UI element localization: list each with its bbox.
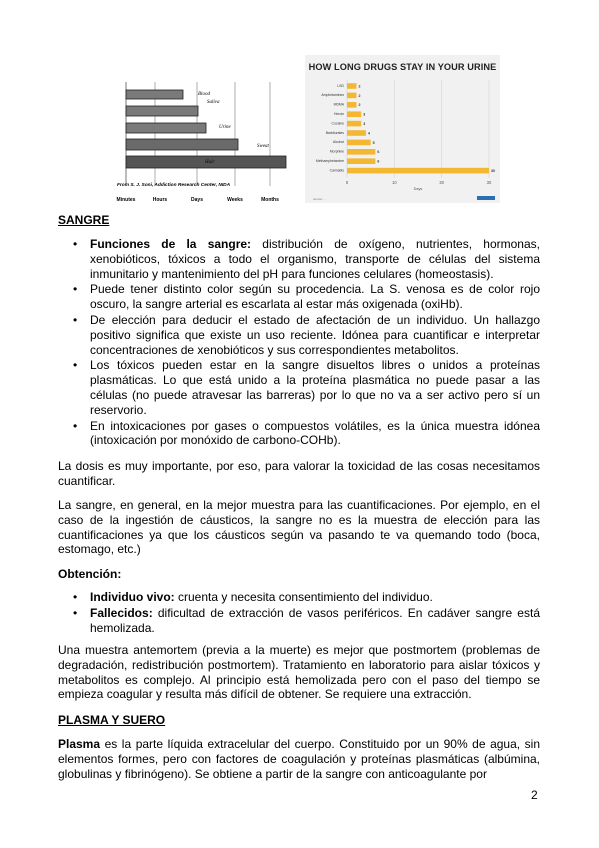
- bullet-icon: •: [73, 237, 78, 251]
- bullet-icon: •: [73, 312, 78, 327]
- chart-plot: [305, 55, 500, 203]
- bar: [347, 121, 361, 127]
- data-label: 4: [367, 131, 370, 136]
- axis-label: Days: [191, 197, 203, 203]
- paragraph: Una muestra antemortem (previa a la muerte) es mejor que postmortem (problemas de degradación, redistribución postmortem). Tratamiento en laboratorio para aislar tóxicos y metabolitos es complejo. Al principio está hemolizada pero con el paso del tiempo se empieza coagular y resulta más difícil de obtener. Se requiere una extracción.: [58, 643, 540, 702]
- list-item: • De elección para deducir el estado de afectación de un individuo. Un hallazgo positivo significa que existe un uso reciente. Idónea para cuantificar e interpretar concentraciones de xenobióticos y sus correspondientes metabolitos.: [73, 312, 540, 357]
- data-label: 6: [377, 150, 380, 155]
- tick-label: 0: [345, 180, 349, 185]
- bar-urine: [126, 123, 206, 133]
- bar-sweat: [126, 139, 238, 150]
- category-label: Alcohol: [332, 140, 344, 145]
- axis-label: Months: [261, 197, 279, 203]
- logo-badge: [477, 196, 495, 200]
- section-heading-sangre: SANGRE: [58, 213, 110, 227]
- tick-label: 20: [439, 180, 445, 185]
- bar: [347, 149, 375, 155]
- source-label: source: ...: [313, 197, 327, 201]
- bullet-icon: •: [73, 282, 78, 297]
- sangre-bullet-list: [58, 237, 540, 449]
- data-label: 3: [363, 112, 366, 117]
- bar-saliva: [126, 106, 198, 116]
- list-item: • Individuo vivo: cruenta y necesita consentimiento del individuo.: [73, 590, 433, 604]
- bar-label: Hair: [205, 160, 215, 165]
- bar: [347, 130, 366, 136]
- category-label: Morphine: [329, 149, 344, 154]
- bar: [347, 102, 356, 108]
- detection-window-figure: [95, 82, 295, 204]
- bar-label: Sweat: [257, 144, 269, 149]
- bullet-icon: •: [73, 590, 78, 604]
- bullet-icon: •: [73, 605, 78, 620]
- list-item: • Puede tener distinto color según su procedencia. La S. venosa es de color rojo oscuro, la sangre arterial es escarlata al estar más oxigenada (oxiHb).: [73, 282, 540, 312]
- bar-label: Saliva: [207, 100, 220, 105]
- section-heading-plasma: PLASMA Y SUERO: [58, 713, 166, 727]
- axis-label: Hours: [152, 197, 168, 203]
- category-label: LSD: [337, 83, 344, 88]
- bar: [347, 158, 375, 164]
- bullet-icon: •: [73, 418, 78, 433]
- category-label: Barbiturates: [325, 130, 344, 135]
- category-label: Amphetamines: [321, 93, 344, 98]
- paragraph: La dosis es muy importante, por eso, para valorar la toxicidad de las cosas necesitamos cuantificar.: [58, 459, 540, 488]
- axis-label: Minutes: [116, 197, 136, 203]
- bar-label: Urine: [219, 125, 231, 130]
- category-label: Methamphetamine: [315, 159, 344, 163]
- data-label: 30: [491, 169, 495, 173]
- axis-label: Weeks: [227, 197, 243, 203]
- category-label: MDMA: [333, 102, 344, 107]
- x-axis-label: Days: [413, 187, 423, 191]
- bar-blood: [126, 90, 183, 99]
- bar: [347, 168, 489, 174]
- urine-drug-chart: [305, 55, 500, 203]
- paragraph: La sangre, en general, en la mejor muestra para las cuantificaciones. Por ejemplo, en el caso de la ingestión de cáusticos, la sangre no es la muestra de elección para las cuantificaciones ya que los cáusticos según va pasando te va quemando todo (boca, estomago, etc.): [58, 498, 540, 557]
- list-item: • Funciones de la sangre: distribución de oxígeno, nutrientes, hormonas, xenobióticos, tóxicos a todo el organismo, transporte de células del sistema inmunitario y mantenimiento del pH para funciones celulares (homeostasis).: [73, 237, 540, 281]
- list-item: • En intoxicaciones por gases o compuestos volátiles, es la única muestra idónea (intoxicación por monóxido de carbono-COHb).: [73, 418, 540, 448]
- data-label: 5: [372, 140, 375, 145]
- figure-caption: From S. J. Soni, Addiction Research Center, NIDA: [117, 183, 231, 188]
- list-item: • Fallecidos: dificultad de extracción de vasos periféricos. En cadáver sangre está hemolizada.: [73, 605, 540, 635]
- section-heading-obtencion: Obtención:: [58, 567, 122, 581]
- detection-window-chart: [95, 82, 295, 204]
- data-label: 2: [358, 84, 361, 89]
- data-label: 2: [358, 93, 361, 98]
- obtencion-bullet-list: [58, 590, 540, 636]
- tick-label: 30: [486, 180, 492, 185]
- data-label: 2: [358, 103, 361, 108]
- tick-label: 10: [391, 180, 397, 185]
- bar: [347, 93, 356, 99]
- bar: [347, 111, 361, 117]
- list-item: • Los tóxicos pueden estar en la sangre disueltos libres o unidos a proteínas plasmáticas. Lo que está unido a la proteína plasmática no puede pasar a las células (no puede atravesar las barreras) por lo que no va a ser activo pero sí un reservorio.: [73, 358, 540, 417]
- paragraph: Plasma es la parte líquida extracelular del cuerpo. Constituido por un 90% de agua, sin elementos formes, pero con factores de coagulación y proteínas plasmáticas (albúmina, globulinas y fibrinógeno). Se obtiene a partir de la sangre con anticoagulante por: [58, 737, 540, 781]
- bar: [347, 83, 356, 89]
- category-label: Cocaine: [331, 121, 344, 126]
- chart-title: HOW LONG DRUGS STAY IN YOUR URINE: [308, 62, 497, 72]
- page-number: 2: [531, 788, 538, 802]
- category-label: Heroin: [334, 112, 344, 116]
- bar: [347, 140, 371, 146]
- data-label: 6: [377, 159, 380, 164]
- bar-label: Blood: [198, 92, 210, 97]
- bullet-icon: •: [73, 358, 78, 373]
- data-label: 3: [363, 122, 366, 126]
- category-label: Cannabis: [329, 168, 344, 173]
